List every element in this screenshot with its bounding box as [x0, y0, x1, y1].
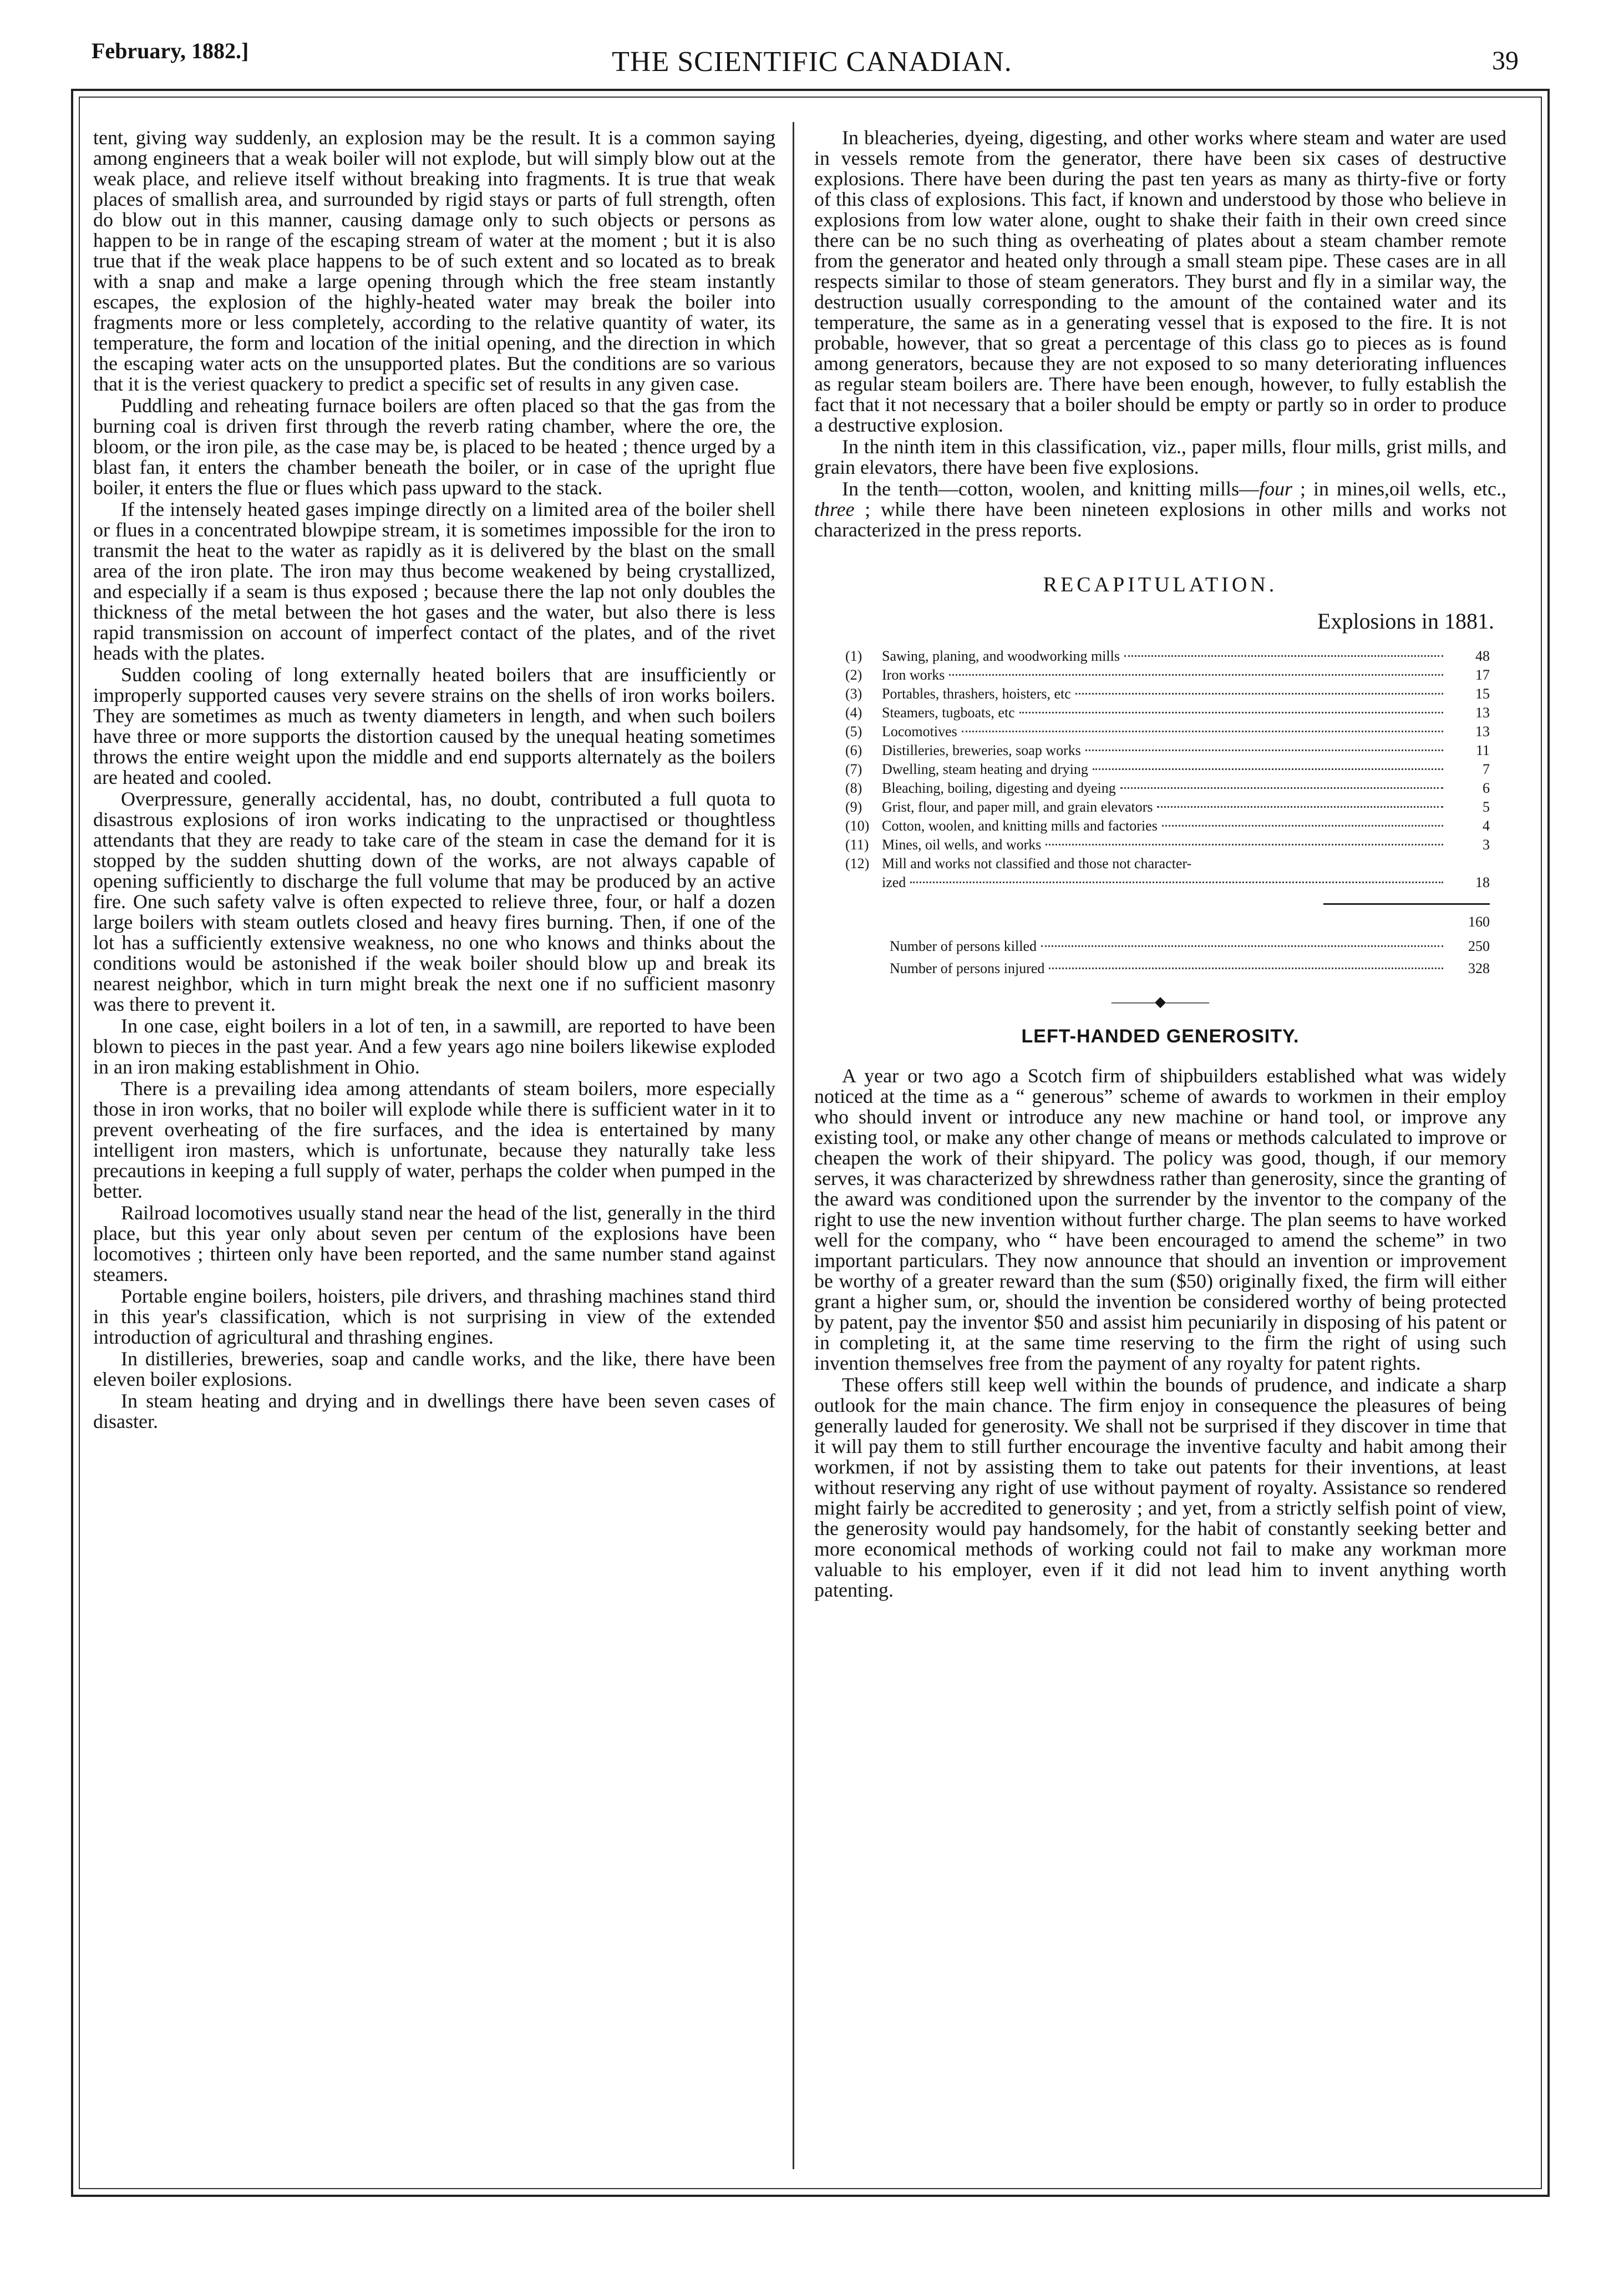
leader-dots: [962, 731, 1443, 732]
recap-row-label: Mill and works not classified and those not character-: [882, 855, 1192, 872]
leader-dots: [1049, 968, 1443, 969]
leader-dots: [1120, 787, 1443, 789]
recap-subtitle: Explosions in 1881.: [1317, 609, 1494, 634]
recap-row-value: 3: [1483, 837, 1490, 853]
column-divider: [793, 122, 794, 2169]
recap-row-num: (11): [845, 837, 869, 853]
recap-row: [845, 685, 1490, 703]
recap-row-num: (2): [845, 667, 862, 683]
leader-dots: [1157, 806, 1443, 808]
killed-label: Number of persons killed: [890, 938, 1037, 954]
recap-row-value: 17: [1475, 667, 1490, 683]
recap-title: RECAPITULATION.: [1043, 573, 1278, 596]
recap-row-value: 18: [1475, 874, 1490, 890]
recap-row: [845, 741, 1490, 760]
killed-value: 250: [1468, 938, 1490, 954]
leader-dots: [949, 674, 1443, 676]
recap-row-num: (6): [845, 742, 862, 758]
recap-row-value: 15: [1475, 686, 1490, 702]
article-paragraph: In distilleries, breweries, soap and candle works, and the like, there have been eleven boiler explosions.: [93, 1348, 775, 1390]
leader-dots: [1124, 655, 1443, 657]
recap-row: [845, 722, 1490, 741]
injured-value: 328: [1468, 960, 1490, 976]
leader-dots: [1093, 768, 1443, 770]
article-paragraph: A year or two ago a Scotch firm of shipbuilders established what was widely noticed at the time as a “ generous” scheme of awards to workmen in their employ who should invent or introduce any new machine or hand tool, or improve any existing tool, or make any other change of means or methods calculated to improve or cheapen the work of their shipyard. The policy was good, though, if our memory serves, it was characterized by shrewdness rather than generosity, since the granting of the award was conditioned upon the surrender by the inventor to the company of the right to use the new invention without further charge. The plan seems to have worked well for the company, who “ have been encouraged to amend the scheme” in two important particulars. They now announce that should an invention or improvement be worthy of a greater reward than the sum ($50) originally fixed, the firm will either grant a higher sum, or, should the invention be considered worthy of being protected by patent, pay the inventor $50 and assist him pecuniarily in disposing of his patent or in completing it, at the same time reserving to the firm the right of using such invention themselves free from the payment of any royalty for patent rights.: [814, 1065, 1506, 1374]
recap-row-label: Steamers, tugboats, etc: [882, 705, 1015, 721]
recap-row-num: (8): [845, 780, 862, 796]
article-paragraph: There is a prevailing idea among attendants of steam boilers, more especially those in iron works, that no boiler will explode while there is sufficient water in it to prevent overheating of the fire surfaces, and the idea is entertained by many intelligent iron masters, which is unfortunate, because they naturally take less precautions in keeping a full supply of water, perhaps the colder when pumped in the better.: [93, 1077, 775, 1202]
tenth-text-a: In the tenth—cotton, woolen, and knitting mills—: [842, 478, 1259, 500]
recap-row: [845, 666, 1490, 685]
issue-date: February, 1882.]: [92, 38, 249, 63]
recap-row: [845, 817, 1490, 835]
article-paragraph: In bleacheries, dyeing, digesting, and other works where steam and water are used in vessels remote from the generator, there have been six cases of destructive explosions. There have been during the past ten years as many as thirty-five or forty of this class of explosions. This fact, if known and understood by those who believe in explosions from low water alone, ought to shake their faith in their own creed since there can be no such thing as overheating of plates about a steam chamber remote from the generator and heated only through a small steam pipe. These cases are in all respects similar to those of steam generators. They burst and fly in a similar way, the destruction usually corresponding to the amount of the contained water and its temperature, the same as in a generating vessel that is exposed to the fire. It is not probable, however, that so great a percentage of this class go to pieces as is found among generators, because they are not exposed to so many deteriorating influences as regular steam boilers are. There have been enough, however, to fully establish the fact that it not necessary that a boiler should be empty or partly so in order to produce a destructive explosion.: [814, 126, 1506, 436]
recap-killed-row: [890, 937, 1490, 956]
leader-dots: [1075, 693, 1443, 695]
recap-row-label-cont: ized: [882, 874, 906, 890]
section-ornament: ———◆———: [1112, 994, 1209, 1010]
recap-row: [845, 798, 1490, 817]
article-paragraph: Railroad locomotives usually stand near the head of the list, generally in the third place, but this year only about seven per centum of the explosions have been locomotives ; thirteen only have been reported, and the same number stand against steamers.: [93, 1202, 775, 1285]
article-paragraph: In one case, eight boilers in a lot of ten, in a sawmill, are reported to have been blown to pieces in the past year. And a few years ago nine boilers likewise exploded in an iron making establishment in Ohio.: [93, 1015, 775, 1078]
recap-row: [845, 647, 1490, 666]
article-paragraph: Puddling and reheating furnace boilers are often placed so that the gas from the burning coal is driven first through the reverb rating chamber, where the ore, the bloom, or the iron pile, as the case may be, is placed to be heated ; thence urged by a blast fan, it enters the chamber beneath the boiler, or in case of the upright flue boiler, it enters the flue or flues which pass upward to the stack.: [93, 394, 775, 499]
leader-dots: [1041, 945, 1443, 947]
recap-row-num: (12): [845, 855, 870, 872]
article-paragraph: Sudden cooling of long externally heated boilers that are insufficiently or improperly supported causes very severe strains on the shells of iron works boilers. They are sometimes as much as twenty diameters in length, and when such boilers have three or more supports the distortion caused by the unequal heating sometimes throws the entire weight upon the middle and end supports alternately as the boilers are heated and cooled.: [93, 664, 775, 788]
recap-row-num: (10): [845, 818, 870, 834]
recap-row: [845, 703, 1490, 722]
recap-row-value: 5: [1483, 799, 1490, 815]
recap-row-label: Sawing, planing, and woodworking mills: [882, 648, 1120, 664]
article-paragraph: In steam heating and drying and in dwellings there have been seven cases of disaster.: [93, 1390, 775, 1432]
recap-row-label: Mines, oil wells, and works: [882, 837, 1042, 853]
recap-row-value: 48: [1475, 648, 1490, 664]
injured-label: Number of persons injured: [890, 960, 1045, 976]
leader-dots: [1019, 712, 1443, 713]
leader-dots: [910, 882, 1443, 883]
recap-row-label: Dwelling, steam heating and drying: [882, 761, 1088, 777]
recap-row-value: 7: [1483, 761, 1490, 777]
recap-row-value: 13: [1475, 723, 1490, 740]
article-paragraph: Overpressure, generally accidental, has, no doubt, contributed a full quota to disastrous explosions of iron works indicating to the unpractised or thoughtless attendants that they are ready to take care of the steam in case the demand for it is stopped by the sudden shutting down of the works, are not always capable of opening sufficiently to discharge the full volume that may be produced by an active fire. One such safety valve is often expected to relieve three, four, or half a dozen large boilers with steam outlets closed and heavy fires burning. Then, if one of the lot has a sufficiently extensive weakness, no one who knows and thinks about the conditions would be astonished if the weak boiler should blow up and break its nearest neighbor, which in turn might break the next one if no sufficient masonry was there to prevent it.: [93, 788, 775, 1015]
recap-row: [845, 779, 1490, 798]
leader-dots: [1085, 750, 1443, 751]
article-paragraph: If the intensely heated gases impinge directly on a limited area of the boiler shell or flues in a concentrated blowpipe stream, it is sometimes impossible for the iron to transmit the heat to the water as rapidly as it is delivered by the blast on the small area of the iron plate. The iron may thus become weakened by being crystallized, and especially if a seam is thus exposed ; because there the lap not only doubles the thickness of the metal between the hot gases and the water, but also there is less rapid transmission on account of imperfect contact of the plates, and of the rivet heads with the plates.: [93, 498, 775, 664]
recap-row-label: Portables, thrashers, hoisters, etc: [882, 686, 1071, 702]
recap-row-num: (3): [845, 686, 862, 702]
recap-row-num: (1): [845, 648, 862, 664]
article-paragraph-tenth: [814, 479, 1506, 540]
journal-title: THE SCIENTIFIC CANADIAN.: [612, 46, 1012, 78]
recap-row: [845, 835, 1490, 854]
tenth-text-b: ; in mines,oil wells, etc.,: [1292, 478, 1506, 500]
recap-row-num: (5): [845, 723, 862, 740]
recap-total: 160: [1323, 903, 1490, 931]
left-column: [93, 128, 775, 1433]
leader-dots: [1046, 844, 1443, 845]
right-column: [814, 128, 1506, 1602]
recap-row-label: Cotton, woolen, and knitting mills and factories: [882, 818, 1158, 834]
recap-row-value: 13: [1475, 705, 1490, 721]
recap-row: [845, 760, 1490, 779]
recap-row-value: 4: [1483, 818, 1490, 834]
page-number: 39: [1492, 46, 1519, 75]
tenth-count-four: four: [1258, 478, 1292, 500]
page-header: [0, 27, 1624, 77]
recap-row-label: Locomotives: [882, 723, 957, 740]
recap-row-12-line1: [845, 854, 1490, 873]
article-paragraph: In the ninth item in this classification, viz., paper mills, flour mills, grist mills, and grain elevators, there have been five explosions.: [814, 435, 1506, 478]
recap-row-num: (9): [845, 799, 862, 815]
recap-row-label: Bleaching, boiling, digesting and dyeing: [882, 780, 1116, 796]
recap-row-label: Iron works: [882, 667, 945, 683]
recap-row-value: 6: [1483, 780, 1490, 796]
article-paragraph: tent, giving way suddenly, an explosion may be the result. It is a common saying among engineers that a weak boiler will not explode, but will simply blow out at the weak place, and relieve itself without breaking into fragments. It is true that weak places of smallish area, and surrounded by rigid stays or parts of full strength, often do blow out in this manner, causing damage only to such objects or persons as happen to be in range of the escaping stream of water at the moment ; but it is also true that if the weak place happens to be of such extent and so located as to break with a snap and make a large opening through which the free steam instantly escapes, the explosion of the highly-heated water may break the boiler into fragments more or less completely, according to the relative quantity of water, its temperature, the form and location of the initial opening, and the direction in which the escaping water acts on the unsupported plates. But the conditions are so various that it is the veriest quackery to predict a specific set of results in any given case.: [93, 126, 775, 395]
recap-row-12-line2: [882, 873, 1490, 892]
tenth-count-three: three: [814, 498, 855, 520]
recap-row-value: 11: [1475, 742, 1490, 758]
article-paragraph: These offers still keep well within the bounds of prudence, and indicate a sharp outlook for the main chance. The firm enjoy in consequence the pleasures of being generally lauded for generosity. We shall not be surprised if they discover in time that it will pay them to still further encourage the inventive faculty and habit among their workmen, if not by assisting them to take out patents for their inventions, at least without reserving any right of use without payment of royalty. Assistance so rendered might fairly be accredited to generosity ; and yet, from a strictly selfish point of view, the generosity would pay handsomely, for the habit of constantly seeking better and more economical methods of working could not fail to make any workman more valuable to his employer, even if it did not lead him to invent anything worth patenting.: [814, 1374, 1506, 1601]
article-paragraph: Portable engine boilers, hoisters, pile drivers, and thrashing machines stand third in this year's classification, which is not surprising in view of the extended introduction of agricultural and thrashing engines.: [93, 1285, 775, 1348]
tenth-text-c: ; while there have been nineteen explosions in other mills and works not characterized in the press reports.: [814, 498, 1506, 541]
recap-row-num: (7): [845, 761, 862, 777]
recap-table: [845, 647, 1490, 978]
article-title: LEFT-HANDED GENEROSITY.: [1021, 1026, 1300, 1047]
leader-dots: [1162, 825, 1443, 827]
recap-injured-row: [890, 959, 1490, 978]
recap-row-label: Distilleries, breweries, soap works: [882, 742, 1081, 758]
recap-row-num: (4): [845, 705, 862, 721]
recap-row-label: Grist, flour, and paper mill, and grain elevators: [882, 799, 1153, 815]
